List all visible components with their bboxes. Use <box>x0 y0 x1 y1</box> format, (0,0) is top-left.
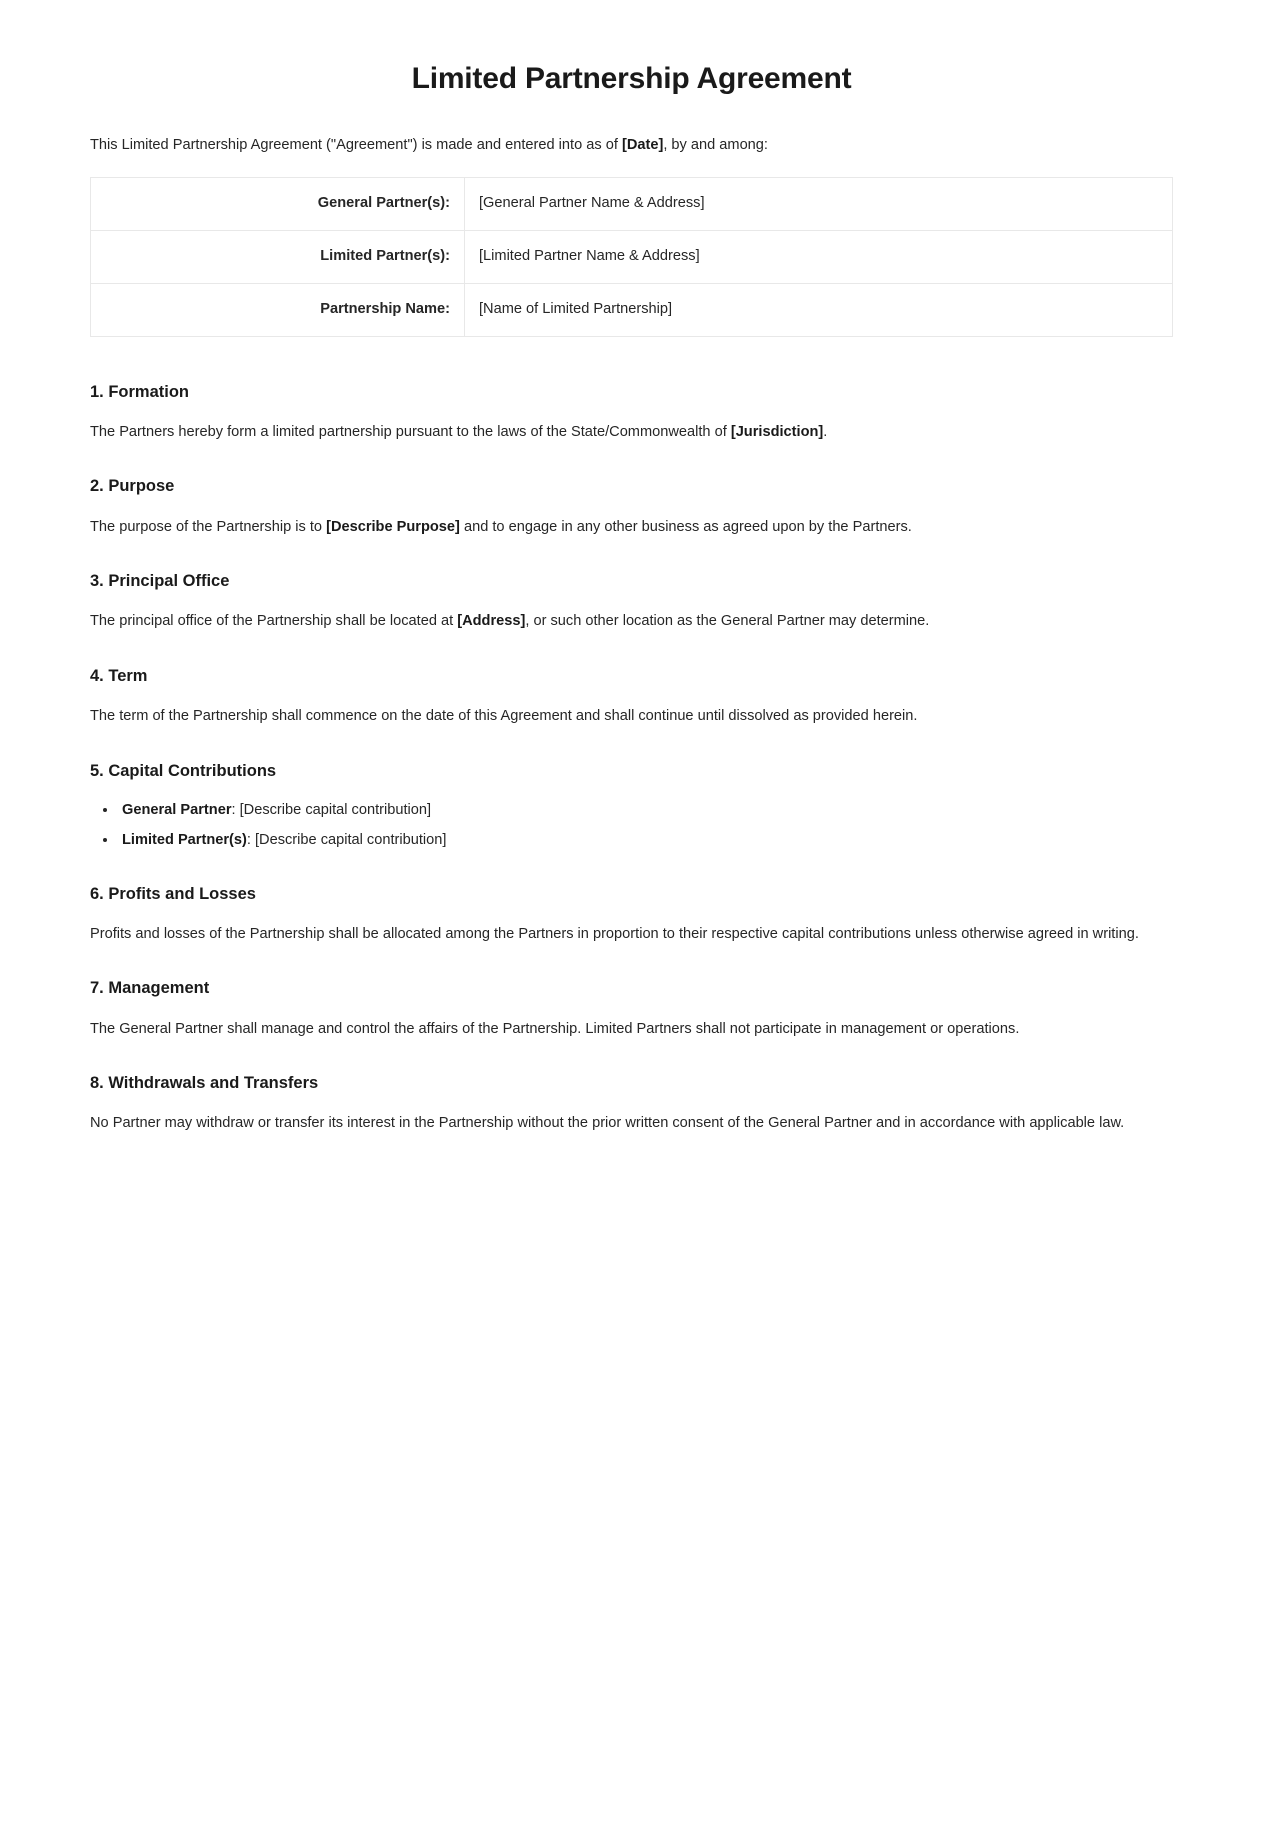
section-heading-withdrawals-and-transfers: 8. Withdrawals and Transfers <box>90 1074 319 1093</box>
body-text-after: , or such other location as the General Partner may determine. <box>525 613 930 630</box>
describe-purpose-placeholder: [Describe Purpose] <box>326 518 460 535</box>
section-purpose <box>90 475 1173 540</box>
body-text-before: The principal office of the Partnership shall be located at <box>90 613 458 630</box>
party-details-table <box>90 177 1173 337</box>
section-body-principal-office <box>90 608 1173 635</box>
section-heading-capital-contributions: 5. Capital Contributions <box>90 761 277 780</box>
section-heading-profits-and-losses: 6. Profits and Losses <box>90 884 256 903</box>
date-placeholder: [Date] <box>621 137 664 153</box>
section-body-management: The General Partner shall manage and control the affairs of the Partnership. Limited Partners shall not participate in management or operations. <box>90 1020 1020 1037</box>
intro-text-after: , by and among: <box>663 137 768 153</box>
section-body-withdrawals-and-transfers: No Partner may withdraw or transfer its interest in the Partnership without the prior written consent of the General Partner and in accordance with applicable law. <box>90 1115 1125 1132</box>
section-body-formation <box>90 419 1173 446</box>
section-withdrawals-and-transfers <box>90 1072 1173 1137</box>
table-label-partnership-name: Partnership Name: <box>91 283 465 336</box>
bullet-text-limited-partner: : [Describe capital contribution] <box>246 832 447 849</box>
section-formation <box>90 381 1173 446</box>
list-item <box>118 798 1173 822</box>
list-item <box>118 828 1173 852</box>
table-row <box>91 230 1173 283</box>
page-bottom-whitespace <box>90 1155 1173 1675</box>
address-placeholder: [Address] <box>457 613 526 630</box>
intro-paragraph <box>90 132 1173 159</box>
section-principal-office <box>90 570 1173 635</box>
table-value-partnership-name: [Name of Limited Partnership] <box>465 283 1173 336</box>
jurisdiction-placeholder: [Jurisdiction] <box>730 423 824 440</box>
section-heading-purpose: 2. Purpose <box>90 477 175 496</box>
section-heading-term: 4. Term <box>90 666 148 685</box>
section-capital-contributions <box>90 760 1173 853</box>
table-row <box>91 283 1173 336</box>
table-value-general-partner: [General Partner Name & Address] <box>465 177 1173 230</box>
table-label-general-partner: General Partner(s): <box>91 177 465 230</box>
section-heading-management: 7. Management <box>90 979 210 998</box>
body-text-before: The purpose of the Partnership is to <box>90 518 327 535</box>
section-heading-principal-office: 3. Principal Office <box>90 572 230 591</box>
section-body-term: The term of the Partnership shall commence on the date of this Agreement and shall continue until dissolved as provided herein. <box>90 708 918 725</box>
capital-contributions-list <box>90 798 1173 852</box>
section-body-profits-and-losses: Profits and losses of the Partnership shall be allocated among the Partners in proportion to their respective capital contributions unless otherwise agreed in writing. <box>90 925 1139 942</box>
body-text-after: and to engage in any other business as agreed upon by the Partners. <box>459 518 912 535</box>
intro-text-before: This Limited Partnership Agreement ("Agreement") is made and entered into as of <box>90 137 622 153</box>
table-row <box>91 177 1173 230</box>
section-management <box>90 977 1173 1042</box>
section-heading-formation: 1. Formation <box>90 382 190 401</box>
bullet-label-limited-partner: Limited Partner(s) <box>122 832 247 849</box>
section-body-purpose <box>90 514 1173 541</box>
table-label-limited-partner: Limited Partner(s): <box>91 230 465 283</box>
table-value-limited-partner: [Limited Partner Name & Address] <box>465 230 1173 283</box>
body-text-before: The Partners hereby form a limited partnership pursuant to the laws of the State/Commonwealth of <box>90 423 731 440</box>
bullet-label-general-partner: General Partner <box>122 802 232 819</box>
body-text-after: . <box>823 423 828 440</box>
bullet-text-general-partner: : [Describe capital contribution] <box>231 802 432 819</box>
page-title: Limited Partnership Agreement <box>411 62 852 95</box>
section-term <box>90 665 1173 730</box>
section-profits-and-losses <box>90 883 1173 948</box>
